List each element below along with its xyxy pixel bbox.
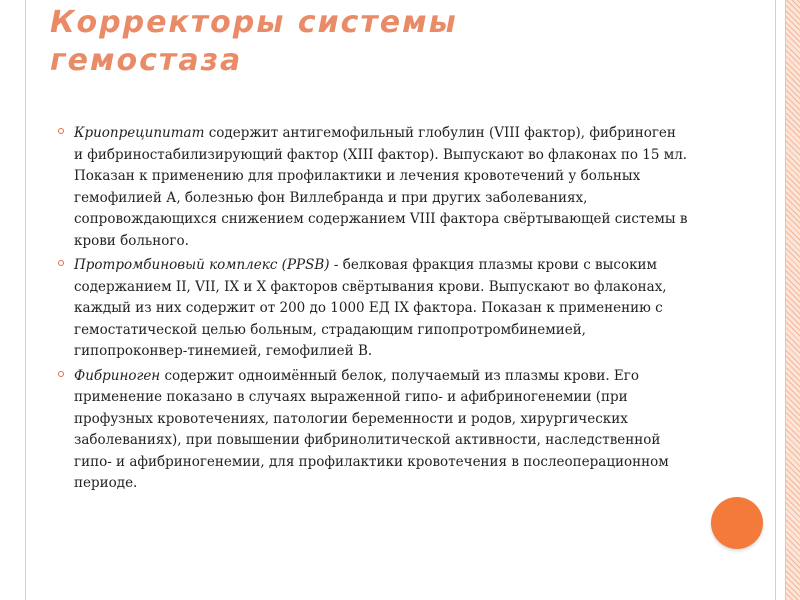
slide-title-line2: гемостаза xyxy=(50,43,243,78)
bullet-text: - белковая фракция плазмы крови с высоким содержанием II, VII, IX и X факторов свёртывания крови. Выпускают во флаконах, каждый из них содержит от 200 до 1000 ЕД IX фактора. Показан к применению с гемостатической целью больным, страдающим гипопротромбинемией, гипопроконвер-тинемией, гемофилией В. xyxy=(74,257,667,359)
right-decorative-border xyxy=(785,0,800,600)
slide-title-line1: Корректоры системы xyxy=(50,5,458,40)
bullet-circle-icon xyxy=(58,260,64,266)
term-fibrinogen: Фибриноген xyxy=(74,367,161,384)
bullet-text: содержит одноимённый белок, получаемый из плазмы крови. Его применение показано в случаях выраженной гипо- и афибриногенемии (при профузных кровотечениях, патологии беременности и родов, хирургических заболеваниях), при повышении фибринолитической активности, наследственной гипо- и афибриногенемии, для профилактики кровотечения в послеоперационном периоде. xyxy=(74,367,669,491)
bullet-text: содержит антигемофильный глобулин (VIII фактор), фибриноген и фибриностабилизирующий фактор (XIII фактор). Выпускают во флаконах по 15 мл. Показан к применению для профилактики и лечения кровотечений у больных гемофилией А, болезнью фон Виллебранда и при других заболеваниях, сопровождающихся снижением содержанием VIII фактора свёртывающей системы в крови больного. xyxy=(74,125,688,249)
term-prothrombin-complex: Протромбиновый комплекс (PPSB) xyxy=(74,257,330,273)
slide-content xyxy=(58,123,688,498)
bullet-item-prothrombin-complex xyxy=(58,255,688,363)
decorative-orange-circle xyxy=(711,497,763,549)
slide-title xyxy=(50,4,730,80)
bullet-item-fibrinogen xyxy=(58,366,688,495)
bullet-item-cryoprecipitate xyxy=(58,123,688,252)
left-frame-line xyxy=(25,0,26,600)
term-cryoprecipitate: Криопреципитат xyxy=(74,125,205,141)
bullet-circle-icon xyxy=(58,128,64,134)
right-frame-line xyxy=(775,0,776,600)
bullet-circle-icon xyxy=(58,371,64,377)
